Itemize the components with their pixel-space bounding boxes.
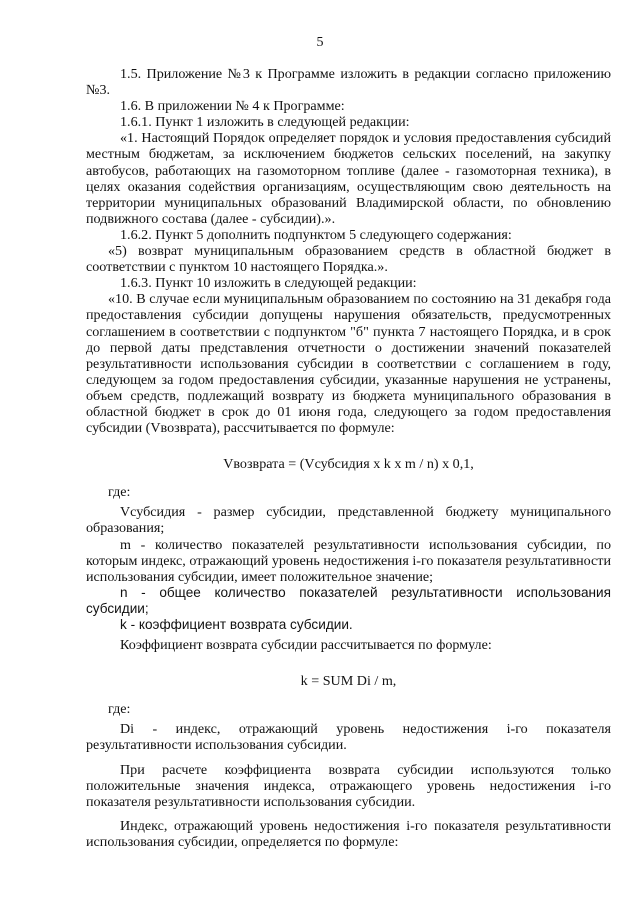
document-body bbox=[86, 66, 611, 850]
definition-m: m - количество показателей результативности использования субсидии, по которым индекс, отражающий уровень недостижения i-го показателя результативности использования субсидии, имеет положительное значение; bbox=[86, 536, 611, 585]
formula-coefficient: k = SUM Di / m, bbox=[300, 673, 397, 690]
definition-n: n - общее количество показателей результативности использования субсидии; bbox=[86, 584, 611, 616]
where-label-1: где: bbox=[108, 484, 131, 501]
paragraph-1-6-2: 1.6.2. Пункт 5 дополнить подпунктом 5 следующего содержания: bbox=[120, 226, 512, 243]
formula-return-volume: Vвозврата = (Vсубсидия x k x m / n) x 0,1, bbox=[223, 456, 474, 473]
definition-di: Di - индекс, отражающий уровень недостижения i-го показателя результативности использования субсидии. bbox=[86, 721, 611, 754]
where-label-2: где: bbox=[108, 701, 131, 718]
definition-k: k - коэффициент возврата субсидии. bbox=[120, 617, 353, 632]
definition-v-subsidy: Vсубсидия - размер субсидии, представленной бюджету муниципального образования; bbox=[86, 504, 611, 537]
paragraph-point-1-text: «1. Настоящий Порядок определяет порядок и условия предоставления субсидий местным бюджетам, за исключением бюджетов сельских поселений, на закупку автобусов, работающих на газомоторном топливе (далее - газомоторная техника), в целях оказания содействия организациям, осуществляющим свою деятельность на территории муниципальных образований Владимирской области, по обновлению подвижного состава (далее - субсидии).». bbox=[86, 130, 611, 227]
paragraph-1-5: 1.5. Приложение №3 к Программе изложить в редакции согласно приложению №3. bbox=[86, 66, 611, 99]
coefficient-intro: Коэффициент возврата субсидии рассчитывается по формуле: bbox=[120, 637, 492, 654]
paragraph-point-10-text: «10. В случае если муниципальным образованием по состоянию на 31 декабря года предоставления субсидии допущены нарушения обязательств, предусмотренных соглашением в соответствии с подпунктом "б" пункта 7 настоящего Порядка, и в срок до первой даты представления отчетности о достижении значений показателей результативности использования субсидии в соответствии с соглашением в году, следующем за годом предоставления субсидии, указанные нарушения не устранены, объем средств, подлежащий возврату из бюджета муниципального образования в областной бюджет в срок до 01 июня года, следующего за годом предоставления субсидии (Vвозврата), рассчитывается по формуле: bbox=[86, 291, 611, 437]
paragraph-1-6-1: 1.6.1. Пункт 1 изложить в следующей редакции: bbox=[120, 114, 410, 131]
paragraph-subpoint-5: «5) возврат муниципальным образованием средств в областной бюджет в соответствии с пунктом 10 настоящего Порядка.». bbox=[86, 243, 611, 276]
paragraph-1-6-3: 1.6.3. Пункт 10 изложить в следующей редакции: bbox=[120, 275, 417, 292]
paragraph-positive-values: При расчете коэффициента возврата субсидии используются только положительные значения индекса, отражающего уровень недостижения i-го показателя результативности использования субсидии. bbox=[86, 761, 611, 810]
paragraph-index-formula-intro: Индекс, отражающий уровень недостижения i-го показателя результативности использования субсидии, определяется по формуле: bbox=[86, 817, 611, 850]
page-number: 5 bbox=[316, 35, 324, 50]
paragraph-1-6: 1.6. В приложении № 4 к Программе: bbox=[120, 98, 345, 115]
